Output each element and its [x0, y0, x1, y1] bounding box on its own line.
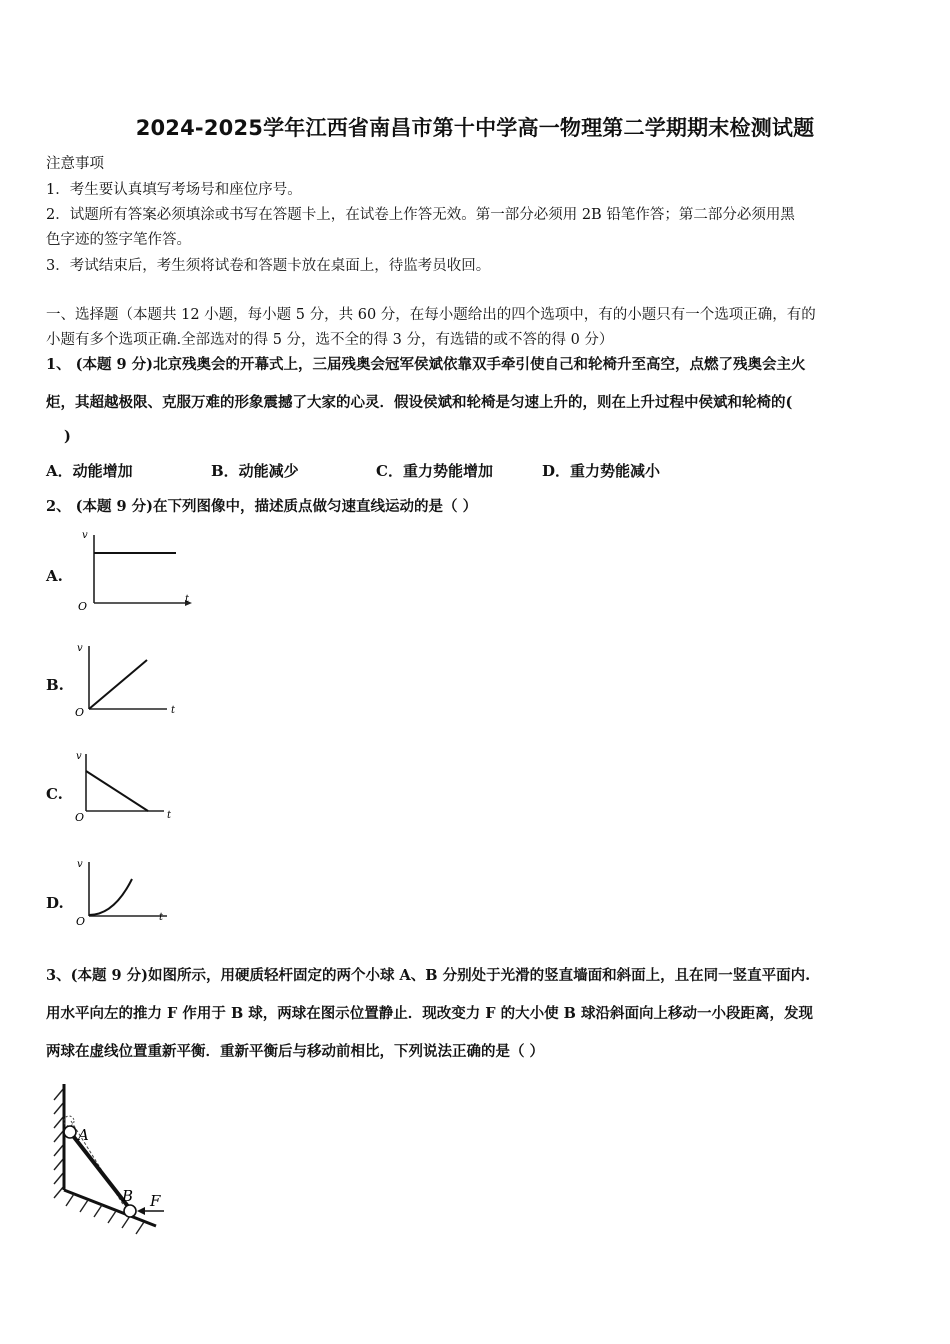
notice-item: 色字迹的签字笔作答。: [46, 232, 191, 248]
q1-stem-cont: 炬，其超越极限、克服万难的形象震撼了大家的心灵．假设侯斌和轮椅是匀速上升的，则在上升过程中侯斌和轮椅的(: [46, 394, 793, 411]
v-t-line: [86, 771, 148, 811]
q1-stem-end: ): [64, 428, 71, 445]
force-label: F: [150, 1192, 161, 1210]
y-axis-label: v: [77, 643, 83, 654]
q3-stem: 3、(本题 9 分)如图所示，用硬质轻杆固定的两个小球 A、B 分别处于光滑的竖直墙面和斜面上，且在同一竖直平面内.: [46, 967, 811, 984]
notice-heading: 注意事项: [46, 156, 104, 172]
x-axis-label: t: [159, 912, 164, 923]
x-axis-label: t: [185, 594, 190, 605]
q2-graph-a: [72, 527, 197, 612]
ball-b-label: B: [122, 1187, 134, 1205]
q1-option-b[interactable]: B．动能减少: [211, 462, 299, 480]
q2-option-c-label[interactable]: C.: [46, 785, 63, 803]
q2-graph-d: [72, 857, 197, 937]
q2-option-b-label[interactable]: B.: [46, 676, 64, 694]
q3-stem-end: 两球在虚线位置重新平衡．重新平衡后与移动前相比，下列说法正确的是（ ）: [46, 1043, 545, 1060]
q2-stem: 2、 (本题 9 分)在下列图像中，描述质点做匀速直线运动的是（ ）: [46, 498, 478, 515]
q2-option-d-label[interactable]: D.: [46, 894, 64, 912]
x-axis-label: t: [171, 705, 176, 716]
v-t-curve: [89, 879, 132, 915]
section-heading: 一、选择题（本题共 12 小题，每小题 5 分，共 60 分，在每小题给出的四个选项中，有的小题只有一个选项正确，有的: [46, 307, 816, 323]
y-axis-label: v: [76, 751, 82, 762]
q2-graph-b: [72, 640, 197, 720]
y-axis-label: v: [82, 530, 88, 541]
origin-label: O: [76, 915, 86, 928]
notice-item: 1．考生要认真填写考场号和座位序号。: [46, 182, 302, 198]
origin-label: O: [78, 600, 88, 612]
ball-a: [64, 1126, 76, 1138]
v-t-line: [89, 660, 147, 709]
q1-option-d[interactable]: D．重力势能减小: [542, 462, 661, 480]
origin-label: O: [75, 811, 85, 824]
q1-option-c[interactable]: C．重力势能增加: [376, 462, 493, 480]
q3-stem-cont: 用水平向左的推力 F 作用于 B 球，两球在图示位置静止．现改变力 F 的大小使 B 球沿斜面向上移动一小段距离，发现: [46, 1005, 813, 1022]
notice-item: 3．考试结束后，考生须将试卷和答题卡放在桌面上，待监考员收回。: [46, 258, 491, 274]
force-arrow-icon: [137, 1207, 145, 1215]
q3-figure: [44, 1078, 174, 1238]
notice-item: 2．试题所有答案必须填涂或书写在答题卡上，在试卷上作答无效。第一部分必须用 2B 铅笔作答；第二部分必须用黑: [46, 207, 795, 223]
q2-graph-c: [72, 748, 197, 828]
q2-option-a-label[interactable]: A.: [46, 567, 63, 585]
section-heading-cont: 小题有多个选项正确.全部选对的得 5 分，选不全的得 3 分，有选错的或不答的得 0 分）: [46, 332, 614, 348]
page-title: 2024-2025学年江西省南昌市第十中学高一物理第二学期期末检测试题: [135, 116, 815, 140]
q1-stem: 1、 (本题 9 分)北京残奥会的开幕式上，三届残奥会冠军侯斌依靠双手牵引使自己和轮椅升至高空，点燃了残奥会主火: [46, 356, 806, 373]
ball-b: [124, 1205, 136, 1217]
x-axis-label: t: [167, 810, 172, 821]
y-axis-label: v: [77, 859, 83, 870]
ball-a-label: A: [78, 1126, 89, 1144]
origin-label: O: [75, 706, 85, 719]
q1-option-a[interactable]: A．动能增加: [46, 462, 133, 480]
